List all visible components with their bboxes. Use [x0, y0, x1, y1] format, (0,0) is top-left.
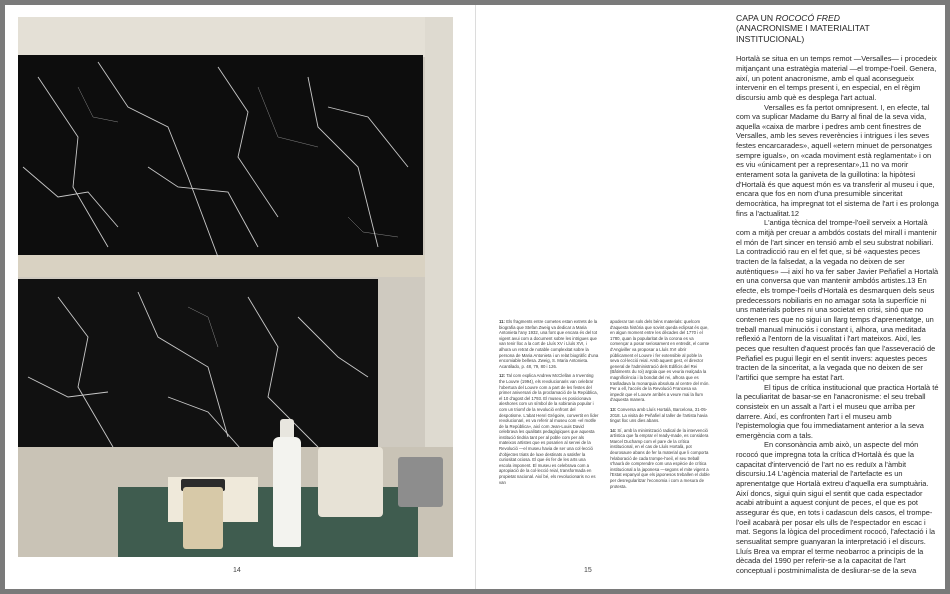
book-spread [5, 5, 945, 589]
footnote-12-continued: apoderar tan sols dels béns materials: quelcom d'aquesta història que sovint queda eclipsat és que, en algun moment entre les dècades del 1770 i el 1780, quan la popularitat de la corona es va començar a posar seriosament en entredit, el comte d'Angiviller va proposar a Lluís XVI obrir públicament el Louvre i fer extensible al poble la seva col·lecció reial. Amb aquest gest, el director general de l'administració dels Edificis del Rei (Bâtiments du roi) argüia que es veuria realçada la magnificència i la bondat del rei, alhora que es traslladava la monarquia absoluta al centre del món. Per a ell, l'accés de la Revolució Francesa va impedir que el Louvre arribés a veure mai la llum d'aquesta manera. [610, 319, 710, 403]
white-bottle [273, 437, 301, 547]
footnotes-column-1 [499, 319, 599, 489]
footnote-11: 11: Els fragments entre cometes estan extrets de la biografia que Stefan Zweig va dedicar a Maria Antonieta l'any 1932, una font que encara és del tot vigent avui com a document sobre les intrigues que van tenir lloc a la cort de Lluís XV i Lluís XVI, i alhora un retrat de notable complexitat sobre la persona de Maria Antonieta i un relat biogràfic d'una encomiable bellesa. Zweig, S. Maria Antonieta. Acantilado, p. 48, 79, 80 i 126. [499, 319, 599, 369]
page-number-left: 14 [233, 567, 241, 574]
body-paragraph-4: El tipus de crítica institucional que practica Hortalà té la peculiaritat de basar-se en l'anacronisme: el seu treball consisteix en un assalt a l'art i el museu que arriba per darrere. Així, es confronten l'art i el museu amb l'epistemologia que fou immediatament anterior a la seva emergència com a tals. [736, 382, 939, 440]
paint-tin [398, 457, 443, 507]
body-paragraph-5: En consonància amb això, un aspecte del món rococó que impregna tota la crítica d'Hortalà és que la capacitat d'intervenció de l'art no es reduïx a l'àmbit discursiu.14 L'agència material de l'artefacte es un aprenentatge que Hortalà extreu d'aquella era sumptuària. Així doncs, sigui quin sigui el sentit que cada espectador acabi atribuint a aquest conjunt de peces, el que es pot assegurar és que, en tots i cadascun dels casos, el trompe-l'oeil acabarà per posar els ulls de l'espectador en escac i mat. Segons la lògica del procediment rococó, l'afectació i la sensualitat sempre guanyaran la interpretació i el discurs. Lluís Brea va emprar el terme neobarroc a principis de la dècada del 1990 per referir-se a la capacitat de l'art conceptual i postminimalista de desliurar-se de la seva [736, 440, 936, 575]
page-number-right: 15 [584, 567, 592, 574]
footnote-13: 13: Conversa amb Lluís Hortalà, Barcelona, 31-05-2018. La visita de Peñafiel al taller de l'artista havia tingut lloc uns dies abans. [610, 406, 708, 424]
main-text-column [736, 13, 940, 576]
body-paragraph-1: Hortalà se situa en un temps remot —Versalles— i procedeix mitjançant una estratègia material —el trompe-l'oeil. Genera, així, un potent anacronisme, amb el qual aconsegueix intervenir en el temps present i, en especial, en el règim discursiu amb què es desplega l'art actual. [736, 54, 937, 102]
footnote-12: 12: Tal com explica Andrew McClellan a Inventing the Louvre (1994), els revolucionaris van celebrar l'obertura del Louvre com a part de les festes del primer aniversari de la proclamació de la República, el 10 d'agost del 1793. El museu es posicionava aleshores com un símbol de la sobirania popular i com un triomf de la revolució enfront del despotisme. L'abat Henri Grégoire, convertit en líder revolucionari, es va referir al museu com «el motlle de la República», així com Jean-Louis David celebrava les qualitats pedagògiques que aquesta institució tindria tant per al poble com per als mateixos artistes que es posarien al servei de la Revolució —el museu havia de ser una col·lecció d'objectes triats de luxe destinats a satisfer la curiositat ociosa. El que és fer de les arts una escola imponent. El museu es celebrava com a apropiació de la col·lecció reial, transformada en propietat nacional. Així bé, els revolucionaris no es van [499, 373, 599, 485]
footnote-14: 14: Sí, amb la minimització radical de la intervenció artística que fa emprar el ready-made, es considera Marcel Duchamp com el pare de la crítica institucional, en el cas de Lluís Hortalà, pot deurosaure abans de fer la material que li comporta l'elaboració de cada trompe-l'oeil, el seu treball s'haurà de comprendre com una espècie de crítica institucional a la japonesa —segons el mite vigent a l'Estat espanyol que els japonesos treballen el doble per desregularitzar l'economia i com a mesura de protesta. [610, 427, 710, 489]
page-gutter [475, 5, 476, 589]
footnotes-column-2 [610, 319, 710, 493]
studio-photograph [18, 17, 453, 557]
section-heading: CAPA UN ROCOCÓ FRED (ANACRONISME I MATERIALITAT INSTITUCIONAL) [736, 13, 870, 44]
glue-jar [183, 487, 223, 549]
body-paragraph-2: Versalles es fa pertot omnipresent. I, en efecte, tal com va suplicar Madame du Barry al final de la seva vida, aquella «caixa de marbre i pedres amb cent finestres de Versalles, amb les seves reverències i intrigues i les seves festes encarcarades», aquell «etern minuet de personatges sempre iguals», on «cada moviment està reglamentat» i on es viu «únicament per a representar»,11 no va morir enterament sota la ganiveta de la guillotina: la hipòtesi d'Hortalà és que aquest món es va transferir al museu i que, encara que fos en nom d'una presumible sinceritat democràtica, ha impregnat tot el sistema de l'art i es prolonga fins a l'actualitat.12 [736, 102, 939, 218]
tape-roll [318, 447, 383, 517]
body-paragraph-3: L'antiga tècnica del trompe-l'oeil serveix a Hortalà com a mitjà per creuar a ambdós costats del mirall i mantenir el món de l'art sincer en tensió amb el seu substrat nobiliari. La contradicció rau en el fet que, si bé «aquestes peces tracten de la falsedat, a la vegada no deixen de ser autèntiques» —i així ho va fer saber Javier Peñafiel a Hortalà en una conversa que van mantenir ambdós artistes.13 En efecte, els trompe-l'oeils d'Hortalà es desmarquen dels seus predecessors nobiliaris en no amagar sota la superfície ni uns materials pobres ni una societat en crisi, sinó que no contenen res que no sigui un llarg temps d'aprenentatge, un treball manual minuciós i constant i, alhora, una meditada reflexió a l'entorn de la visualitat i l'art mateixos. Així, les peces que resulten d'aquest procés fan que l'asseveració de Peñafiel es pugui llegir en el sentit invers: aquestes peces tracten de la sinceritat, a la vegada que no deixen de ser l'artifici que sempre ha estat l'art. [736, 218, 939, 382]
